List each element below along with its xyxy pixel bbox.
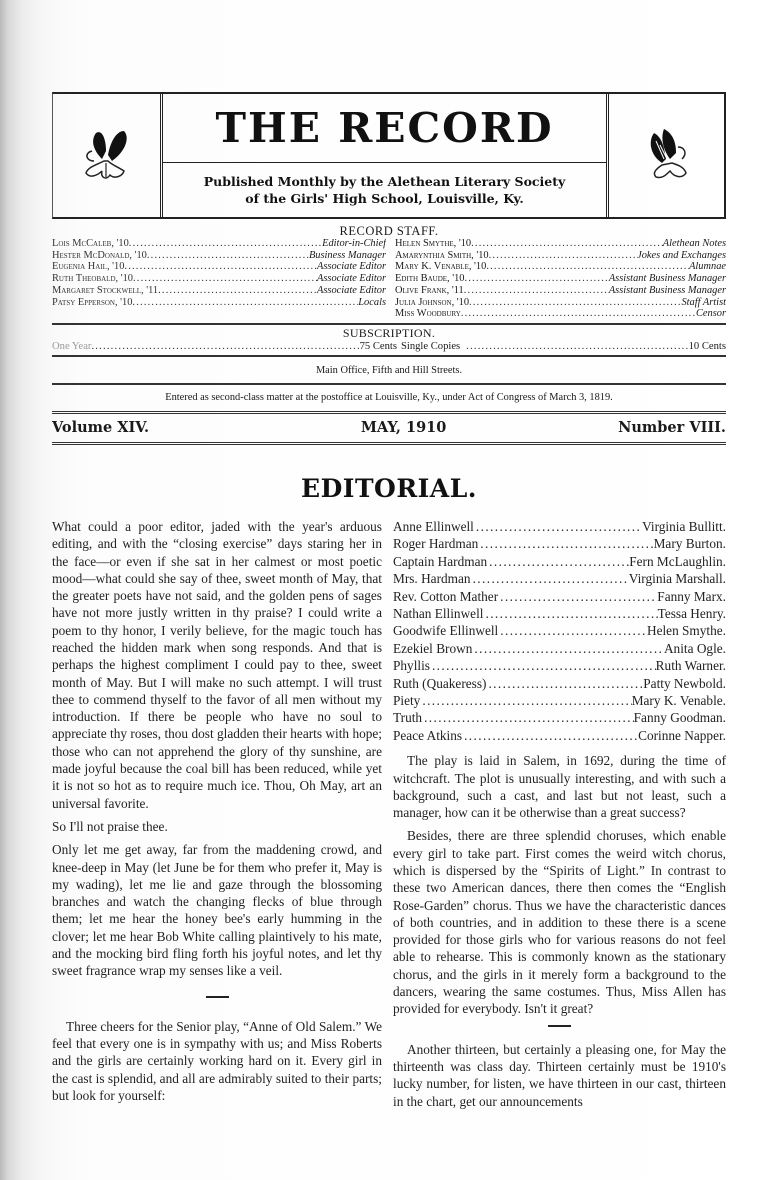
- staff-row: [395, 297, 726, 309]
- staff-name: Hester McDonald, '10: [52, 249, 147, 261]
- cast-role: Rev. Cotton Mather: [393, 588, 499, 604]
- editorial-left-column: [52, 518, 382, 1110]
- staff-row: [395, 238, 726, 250]
- leader-dots: [478, 535, 653, 552]
- cast-actor: Corinne Napper.: [638, 727, 726, 743]
- editorial-paragraph: The play is laid in Salem, in 1692, during the time of witchcraft. The plot is unusually interesting, and with such a background, such a cast, and last but not least, such a manager, how can it be otherwise than a great success?: [393, 753, 726, 821]
- leader-dots: [472, 640, 664, 657]
- staff-name: Ruth Theobald, '10: [52, 273, 133, 285]
- staff-row: [395, 285, 726, 297]
- senior-play-paragraph: Three cheers for the Senior play, “Anne of Old Salem.” We feel that every one is in sympathy with us; and Miss Roberts and the girls are certainly working hard on it. Every girl in the cast is splendid, and all are admirably suited to their parts; but look for yourself:: [52, 1018, 382, 1103]
- leader-dots: [132, 297, 358, 309]
- leader-dots: [462, 727, 638, 744]
- editorial-paragraph: So I'll not praise thee.: [52, 818, 168, 834]
- staff-role: Jokes and Exchanges: [637, 249, 726, 261]
- staff-name: Margaret Stockwell, '11: [52, 284, 159, 296]
- leader-dots: [471, 570, 629, 587]
- butterfly-icon: [72, 121, 142, 191]
- leader-dots: [129, 238, 322, 250]
- cast-row: [393, 535, 726, 552]
- subscription-heading: SUBSCRIPTION.: [342, 325, 436, 340]
- right-ornament-panel: [606, 94, 724, 217]
- editorial-paragraph: Besides, there are three splendid choruses, which enable every girl to take part. First comes the weird witch chorus, which is dispersed by the “Spirits of Light.” In contrast to these two American dances, there then comes the “English Rose-Garden” chorus. Thus we have the characteristic dances of both countries, and in addition to these there is a scene provided for those girls who for various reasons do not feel able to rehearse. This is commonly known as the stationary chorus, and the girls in it merely form a background to the dancers, wearing the same costumes. Thus, Miss Allen has provided for everybody. Isn't it great?: [393, 828, 726, 1017]
- staff-name: Mary K. Venable, '10: [395, 261, 487, 273]
- editorial-right-column: [393, 518, 726, 1110]
- cast-role: Mrs. Hardman: [393, 571, 471, 587]
- leader-dots: [461, 308, 696, 320]
- staff-role: Associate Editor: [317, 273, 386, 285]
- cast-actor: Patty Newbold.: [643, 675, 726, 691]
- staff-role: Staff Artist: [681, 296, 726, 308]
- cast-actor: Fanny Marx.: [657, 588, 726, 604]
- staff-list: [52, 238, 726, 325]
- leader-dots: [487, 553, 629, 570]
- cast-row: [393, 709, 726, 726]
- staff-row: [395, 250, 726, 262]
- cast-actor: Fanny Goodman.: [633, 710, 726, 726]
- cast-role: Captain Hardman: [393, 553, 488, 569]
- section-divider: [206, 996, 229, 998]
- staff-role: Locals: [358, 296, 386, 308]
- leader-dots: [464, 285, 609, 297]
- staff-row: [52, 250, 386, 262]
- leader-dots: [498, 588, 657, 605]
- closing-paragraph: Another thirteen, but certainly a pleasing one, for May the thirteenth was class day. Thirteen certainly must be 1910's lucky number, for listen, we have thirteen in our cast, thirteen in the chart, get our announcements: [393, 1041, 726, 1109]
- staff-row: [395, 308, 726, 320]
- editorial-columns: [52, 518, 726, 1110]
- staff-role: Censor: [695, 308, 726, 320]
- staff-row: [395, 273, 726, 285]
- staff-role: Associate Editor: [317, 284, 386, 296]
- publication-title: THE RECORD: [163, 94, 606, 163]
- staff-role: Alumnae: [689, 261, 726, 273]
- cast-role: Truth: [393, 710, 423, 726]
- leader-dots: [486, 261, 689, 273]
- staff-name: Miss Woodbury: [395, 308, 461, 320]
- cast-role: Piety: [393, 692, 421, 708]
- cast-row: [393, 605, 726, 622]
- cast-actor: Virginia Bullitt.: [642, 518, 726, 534]
- cast-actor: Anita Ogle.: [663, 640, 726, 656]
- cast-row: [393, 675, 726, 692]
- leader-dots: [474, 518, 642, 535]
- staff-row: [52, 238, 386, 250]
- cast-row: [393, 622, 726, 639]
- staff-role: Assistant Business Manager: [608, 284, 726, 296]
- staff-name: Lois McCaleb, '10: [52, 238, 129, 249]
- single-copies-label: Single Copies: [401, 340, 461, 352]
- postal-notice: Entered as second-class matter at the postoffice at Louisville, Ky., under Act of Congress of March 3, 1819.: [52, 385, 726, 414]
- leader-dots: [133, 273, 317, 285]
- subscription-prices: [52, 340, 726, 357]
- staff-row: [52, 273, 386, 285]
- leader-dots: [147, 250, 309, 262]
- staff-row: [52, 285, 386, 297]
- one-year-price: 75 Cents: [359, 340, 397, 352]
- cast-list: [393, 518, 726, 744]
- masthead-center: [163, 94, 606, 217]
- cast-row: [393, 640, 726, 657]
- staff-row: [395, 261, 726, 273]
- leader-dots: [124, 261, 317, 273]
- cast-role: Roger Hardman: [393, 536, 479, 552]
- masthead: [52, 92, 726, 219]
- cast-row: [393, 727, 726, 744]
- cast-actor: Fern McLaughlin.: [629, 553, 726, 569]
- cast-role: Ezekiel Brown: [393, 640, 473, 656]
- cast-role: Nathan Ellinwell: [393, 605, 484, 621]
- staff-name: Amarynthia Smith, '10: [395, 249, 489, 261]
- cast-actor: Tessa Henry.: [657, 605, 726, 621]
- section-divider: [548, 1025, 571, 1027]
- leader-dots: [430, 657, 656, 674]
- publication-subtitle: [163, 163, 606, 217]
- cast-role: Goodwife Ellinwell: [393, 623, 499, 639]
- cast-actor: Ruth Warner.: [655, 658, 726, 674]
- cast-row: [393, 657, 726, 674]
- issue-number: Number VIII.: [618, 418, 726, 436]
- staff-name: Julia Johnson, '10: [395, 296, 470, 308]
- leader-dots: [420, 692, 631, 709]
- cast-role: Phyllis: [393, 658, 430, 674]
- cast-role: Peace Atkins: [393, 727, 463, 743]
- cast-role: Anne Ellinwell: [393, 518, 474, 534]
- left-ornament-panel: [53, 94, 163, 217]
- editorial-paragraph: What could a poor editor, jaded with the year's arduous editing, and with the “closing exercise” days staring her in the face—or even if she sat in her calmest or most poetic mood—what could she say of thee, sweet month of May, that the greater poets have not said, and the golden pens of sages have not more justly written in thy praise? I could write a poem to thy honor, I verily believe, for the magic touch has reached the hidden mark when song responds. And that is perhaps the highest compliment I could pay to thee, sweet month of May. But I will make no such attempt. I will trust thee to commend thyself to the favor of all men without my introduction. If there be people who have no soul to appreciate thy roses, thou dost gladden their hearts with hope; those who can not apprehend the glory of thy sunshine, are made joyful because the coal bill has been reduced, while yet it is not so hot as to require much ice. Thou, Oh May, art an universal favorite.: [52, 518, 382, 811]
- magazine-page: [52, 92, 726, 1110]
- staff-role: Alethean Notes: [662, 238, 726, 249]
- cast-row: [393, 570, 726, 587]
- subscription-single: [397, 340, 726, 353]
- staff-name: Patsy Epperson, '10: [52, 296, 133, 308]
- cast-actor: Mary Burton.: [653, 536, 726, 552]
- main-office-address: Main Office, Fifth and Hill Streets.: [52, 357, 726, 385]
- staff-role: Associate Editor: [317, 261, 386, 273]
- cast-row: [393, 518, 726, 535]
- leader-dots: [471, 238, 663, 250]
- staff-row: [52, 261, 386, 273]
- cast-actor: Virginia Marshall.: [628, 571, 726, 587]
- staff-column-left: [52, 238, 386, 320]
- staff-role: Editor-in-Chief: [322, 238, 386, 249]
- leader-dots: [489, 250, 638, 262]
- one-year-label: One Year: [52, 340, 92, 352]
- volume-number: Volume XIV.: [52, 418, 150, 436]
- leader-dots: [465, 273, 609, 285]
- leader-dots: [158, 285, 317, 297]
- staff-name: Olive Frank, '11: [395, 284, 464, 296]
- editorial-paragraph: Only let me get away, far from the maddening crowd, and knee-deep in May (let June be for them who prefer it, May is my wading), let me lie and gaze through the blossoming branches and watch the changing flecks of blue through them; let me hear the honey bee's early humming in the clover; let me hear Bob White calling plaintively to his mate, and the mocking bird fling forth his joyful notes, and let thy sweet fragrance wrap my senses like a veil.: [52, 842, 382, 979]
- butterfly-icon: [632, 121, 702, 191]
- cast-row: [393, 588, 726, 605]
- staff-name: Helen Smythe, '10: [395, 238, 472, 249]
- cast-actor: Mary K. Venable.: [631, 692, 726, 708]
- cast-row: [393, 553, 726, 570]
- cast-actor: Helen Smythe.: [646, 623, 726, 639]
- staff-column-right: [395, 238, 726, 320]
- subtitle-line-2: of the Girls' High School, Louisville, Ky.: [245, 191, 524, 206]
- leader-dots: [469, 297, 681, 309]
- staff-row: [52, 297, 386, 309]
- leader-dots: [498, 622, 647, 639]
- cast-row: [393, 692, 726, 709]
- staff-name: Eugenia Hail, '10: [52, 261, 125, 273]
- leader-dots: [486, 675, 643, 692]
- staff-name: Edith Baude, '10: [395, 273, 465, 285]
- leader-dots: [483, 605, 657, 622]
- staff-role: Business Manager: [308, 249, 386, 261]
- single-copies-price: 10 Cents: [688, 340, 726, 352]
- staff-role: Assistant Business Manager: [608, 273, 726, 285]
- leader-dots: [91, 340, 359, 353]
- issue-line: [52, 414, 726, 445]
- subtitle-line-1: Published Monthly by the Alethean Literary Society: [203, 174, 566, 189]
- staff-heading: RECORD STAFF.: [339, 224, 439, 238]
- leader-dots: [422, 709, 634, 726]
- leader-dots: [460, 340, 688, 353]
- cast-role: Ruth (Quakeress): [393, 675, 487, 691]
- editorial-title: EDITORIAL.: [301, 473, 477, 503]
- issue-date: MAY, 1910: [360, 418, 447, 436]
- subscription-one-year: [52, 340, 397, 353]
